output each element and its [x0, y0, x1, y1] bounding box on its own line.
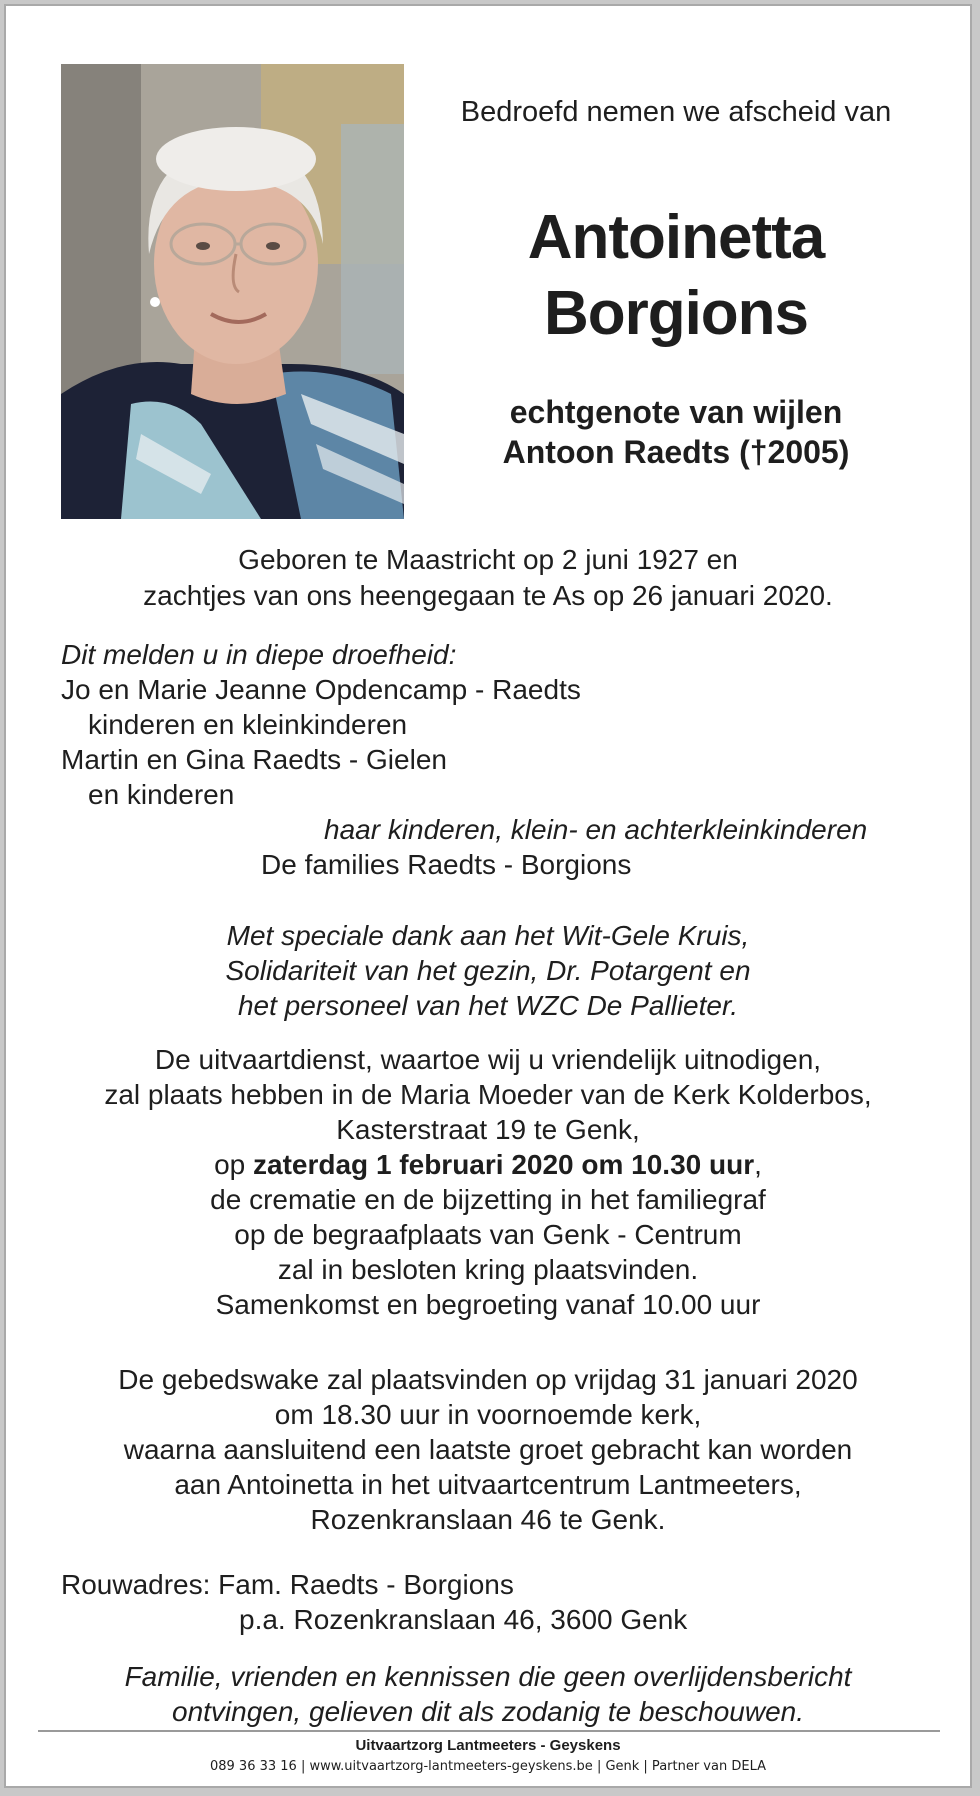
- closing-line: Familie, vrienden en kennissen die geen overlijdensbericht: [124, 1661, 852, 1692]
- service-date-suffix: ,: [754, 1149, 762, 1180]
- service-line: zal plaats hebben in de Maria Moeder van de Kerk Kolderbos,: [104, 1079, 872, 1110]
- spouse-line-2: Antoon Raedts (†2005): [502, 434, 850, 470]
- closing-line: ontvingen, gelieven dit als zodanig te beschouwen.: [172, 1696, 804, 1727]
- deceased-name: [436, 200, 916, 352]
- service-line: op de begraafplaats van Genk - Centrum: [234, 1219, 742, 1250]
- service-line: De uitvaartdienst, waartoe wij u vriendelijk uitnodigen,: [154, 1044, 822, 1075]
- obituary-card: [4, 4, 972, 1788]
- family-line: De families Raedts - Borgions: [261, 849, 632, 880]
- service-line: Samenkomst en begroeting vanaf 10.00 uur: [215, 1289, 761, 1320]
- service-line: Kasterstraat 19 te Genk,: [336, 1114, 640, 1145]
- family-line: Martin en Gina Raedts - Gielen: [61, 744, 447, 775]
- funeral-company-name: Uitvaartzorg Lantmeeters - Geyskens: [355, 1737, 621, 1754]
- wake-line: aan Antoinetta in het uitvaartcentrum Lantmeeters,: [174, 1469, 802, 1500]
- wake-line: om 18.30 uur in voornoemde kerk,: [274, 1399, 702, 1430]
- footer-divider: [38, 1730, 940, 1732]
- service-line: de crematie en de bijzetting in het familiegraf: [210, 1184, 766, 1215]
- thanks-line: Solidariteit van het gezin, Dr. Potargent en: [225, 955, 751, 986]
- birth-line-2: zachtjes van ons heengegaan te As op 26 januari 2020.: [143, 580, 833, 611]
- family-line: Jo en Marie Jeanne Opdencamp - Raedts: [61, 674, 581, 705]
- announce-heading: Dit melden u in diepe droefheid:: [61, 639, 457, 670]
- last-name: Borgions: [543, 279, 809, 348]
- wake-line: De gebedswake zal plaatsvinden op vrijdag 31 januari 2020: [118, 1364, 858, 1395]
- family-line: haar kinderen, klein- en achterkleinkinderen: [324, 814, 868, 845]
- spouse-line-1: echtgenote van wijlen: [509, 394, 843, 430]
- funeral-company-contact: 089 36 33 16 | www.uitvaartzorg-lantmeeters-geyskens.be | Genk | Partner van DELA: [209, 1759, 767, 1774]
- service-date-prefix: op: [214, 1149, 254, 1180]
- portrait-photo: [61, 64, 404, 519]
- mourning-address-line-1: Rouwadres: Fam. Raedts - Borgions: [61, 1569, 514, 1600]
- family-line: kinderen en kleinkinderen: [88, 709, 408, 740]
- birth-line-1: Geboren te Maastricht op 2 juni 1927 en: [238, 544, 738, 575]
- service-date-bold: zaterdag 1 februari 2020 om 10.30 uur: [253, 1149, 755, 1180]
- service-line: zal in besloten kring plaatsvinden.: [277, 1254, 699, 1285]
- spouse-info: [436, 392, 916, 472]
- intro-text: Bedroefd nemen we afscheid van: [460, 96, 892, 128]
- thanks-line: Met speciale dank aan het Wit-Gele Kruis,: [226, 920, 750, 951]
- wake-line: waarna aansluitend een laatste groet gebracht kan worden: [123, 1434, 853, 1465]
- first-name: Antoinetta: [527, 203, 825, 272]
- wake-line: Rozenkranslaan 46 te Genk.: [310, 1504, 666, 1535]
- mourning-address-line-2: p.a. Rozenkranslaan 46, 3600 Genk: [239, 1604, 688, 1635]
- family-line: en kinderen: [88, 779, 235, 810]
- service-date: [46, 1147, 930, 1182]
- thanks-line: het personeel van het WZC De Pallieter.: [237, 990, 739, 1021]
